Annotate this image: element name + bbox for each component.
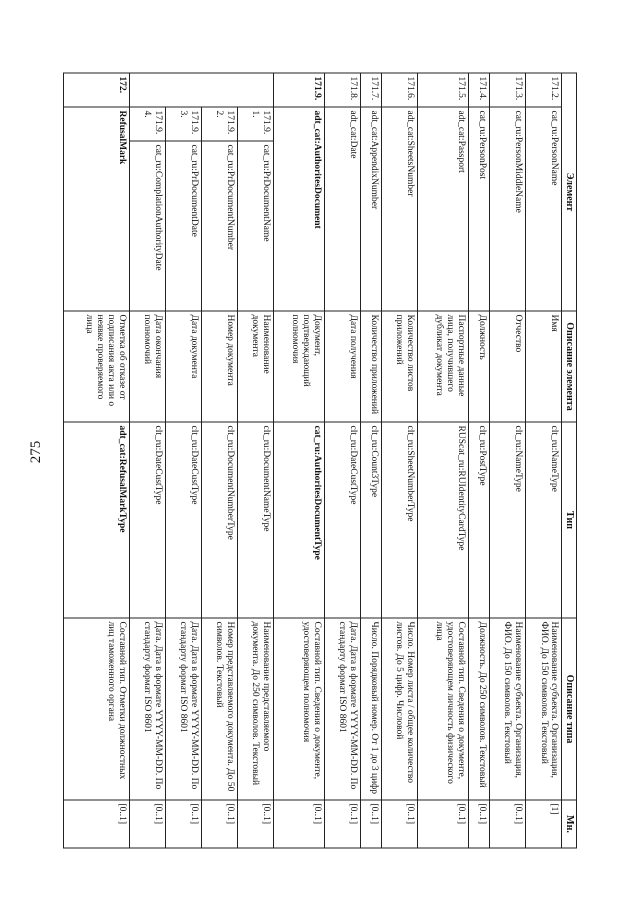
table-row bbox=[418, 73, 469, 848]
element-description: Документ, подтверждающий полномочия bbox=[273, 311, 324, 422]
multiplicity: [0..1] bbox=[129, 800, 165, 848]
multiplicity: [0..1] bbox=[490, 800, 526, 848]
sub-row-number: 171.9.3. bbox=[165, 107, 201, 141]
element-type: clt_ru:DateCustType bbox=[129, 422, 165, 618]
multiplicity: [0..1] bbox=[273, 800, 324, 848]
type-description: Дата. Дата в формате YYYY-MM-DD. По стандарту формат ISO 8601 bbox=[165, 618, 201, 800]
element-description: Дата окончания полномочий bbox=[129, 311, 165, 422]
element-type: clt_ru:SheetNumberType bbox=[382, 422, 418, 618]
row-number: 171.6. bbox=[382, 73, 418, 107]
element-description: Дата документа bbox=[165, 311, 201, 422]
header-description: Описание элемента bbox=[562, 311, 577, 422]
element-name: adt_cat:AuthoritesDocument bbox=[273, 107, 324, 311]
element-type: clt_ru:DocumentNameType bbox=[237, 422, 273, 618]
table-row bbox=[64, 73, 130, 848]
element-name: cat_ru:PrDocumentDate bbox=[165, 141, 201, 311]
indent-cell bbox=[165, 73, 201, 107]
type-description: Наименование представляемого документа. До 250 символов. Текстовый bbox=[237, 618, 273, 800]
multiplicity: [0..1] bbox=[201, 800, 237, 848]
element-type: clt_ru:DateCustType bbox=[324, 422, 360, 618]
multiplicity: [0..1] bbox=[468, 800, 489, 848]
type-description: Составной тип. Отметки должностных лиц таможенного органа bbox=[64, 618, 130, 800]
type-description: Дата. Дата в формате YYYY-MM-DD. По стандарту формат ISO 8601 bbox=[129, 618, 165, 800]
element-name: adt_cat:Passport bbox=[418, 107, 469, 311]
multiplicity: [1] bbox=[526, 800, 562, 848]
header-type: Тип bbox=[562, 422, 577, 618]
table-row bbox=[129, 73, 165, 848]
sub-row-number: 171.9.2. bbox=[201, 107, 237, 141]
element-description: Количество приложений bbox=[360, 311, 381, 422]
element-description: Отметка об отказе от подписания акта или о неявке проверяемого лица bbox=[64, 311, 130, 422]
element-name: cat_ru:PrDocumentName bbox=[237, 141, 273, 311]
indent-cell bbox=[201, 73, 237, 107]
element-type: clt_ru:NameType bbox=[490, 422, 526, 618]
table-row bbox=[360, 73, 381, 848]
indent-cell bbox=[129, 73, 165, 107]
type-description: Наименование субъекта. Организация, ФИО. До 150 символов. Текстовый bbox=[526, 618, 562, 800]
row-number: 171.2. bbox=[526, 73, 562, 107]
type-description: Составной тип. Сведения о документе, удостоверяющем личность физического лица bbox=[418, 618, 469, 800]
type-description: Номер представляемого документа. До 50 символов. Текстовый bbox=[201, 618, 237, 800]
element-name: adt_cat:SheetsNumber bbox=[382, 107, 418, 311]
multiplicity: [0..1] bbox=[418, 800, 469, 848]
element-name: cat_ru:PrDocumentNumber bbox=[201, 141, 237, 311]
table-header-row bbox=[562, 73, 577, 848]
multiplicity: [0..1] bbox=[64, 800, 130, 848]
table-row bbox=[382, 73, 418, 848]
type-description: Наименование субъекта. Организация, ФИО. До 150 символов. Текстовый bbox=[490, 618, 526, 800]
table-row bbox=[165, 73, 201, 848]
header-multiplicity: Мн. bbox=[562, 800, 577, 848]
header-type-description: Описание типа bbox=[562, 618, 577, 800]
element-name: cat_ru:PersonName bbox=[526, 107, 562, 311]
element-description: Паспортные данные лица, получившего дубликат документа bbox=[418, 311, 469, 422]
element-type: cat_ru:AuthoritesDocumentType bbox=[273, 422, 324, 618]
table-row bbox=[201, 73, 237, 848]
row-number: 172. bbox=[64, 73, 130, 107]
elements-table bbox=[63, 73, 577, 849]
sub-row-number: 171.9.1. bbox=[237, 107, 273, 141]
element-description: Наименование документа bbox=[237, 311, 273, 422]
element-type: RUScat_ru:RUIdentityCardType bbox=[418, 422, 469, 618]
row-number: 171.9. bbox=[273, 73, 324, 107]
element-type: clt_ru:NameType bbox=[526, 422, 562, 618]
type-description: Составной тип. Сведения о документе, удостоверяющем полномочия bbox=[273, 618, 324, 800]
element-name: adt_cat:AppendixNumber bbox=[360, 107, 381, 311]
row-number: 171.3. bbox=[490, 73, 526, 107]
element-description: Номер документа bbox=[201, 311, 237, 422]
element-type: clt_ru:PostType bbox=[468, 422, 489, 618]
element-description: Дата получения bbox=[324, 311, 360, 422]
element-name: cat_ru:PersonPost bbox=[468, 107, 489, 311]
type-description: Дата. Дата в формате YYYY-MM-DD. По стандарту формат ISO 8601 bbox=[324, 618, 360, 800]
element-description: Должность bbox=[468, 311, 489, 422]
table-row bbox=[324, 73, 360, 848]
multiplicity: [0..1] bbox=[360, 800, 381, 848]
table-row bbox=[490, 73, 526, 848]
rotated-table-canvas bbox=[63, 73, 577, 848]
table-row bbox=[526, 73, 562, 848]
element-type: clt_ru:Count3Type bbox=[360, 422, 381, 618]
element-type: adt_cat:RefusalMarkType bbox=[64, 422, 130, 618]
table-row bbox=[273, 73, 324, 848]
row-number: 171.4. bbox=[468, 73, 489, 107]
type-description: Число. Номер листа / общее количество листов. До 5 цифр. Числовой bbox=[382, 618, 418, 800]
table-row bbox=[237, 73, 273, 848]
element-type: clt_ru:DocumentNumberType bbox=[201, 422, 237, 618]
element-type: clt_ru:DateCustType bbox=[165, 422, 201, 618]
row-number: 171.5. bbox=[418, 73, 469, 107]
element-description: Отчество bbox=[490, 311, 526, 422]
multiplicity: [0..1] bbox=[324, 800, 360, 848]
row-number: 171.8. bbox=[324, 73, 360, 107]
type-description: Число. Порядковый номер. От 1 до 3 цифр bbox=[360, 618, 381, 800]
element-name: cat_ru:ComplationAuthorityDate bbox=[129, 141, 165, 311]
indent-cell bbox=[237, 73, 273, 107]
element-name: adt_cat:Date bbox=[324, 107, 360, 311]
multiplicity: [0..1] bbox=[165, 800, 201, 848]
sub-row-number: 171.9.4. bbox=[129, 107, 165, 141]
type-description: Должность. До 250 символов. Текстовый bbox=[468, 618, 489, 800]
element-name: cat_ru:PersonMiddleName bbox=[490, 107, 526, 311]
header-element: Элемент bbox=[562, 73, 577, 311]
row-number: 171.7. bbox=[360, 73, 381, 107]
element-name: RefusalMark bbox=[64, 107, 130, 311]
multiplicity: [0..1] bbox=[382, 800, 418, 848]
multiplicity: [0..1] bbox=[237, 800, 273, 848]
element-description: Количество листов приложений bbox=[382, 311, 418, 422]
page-number: 275 bbox=[28, 440, 44, 464]
table-row bbox=[468, 73, 489, 848]
element-description: Имя bbox=[526, 311, 562, 422]
